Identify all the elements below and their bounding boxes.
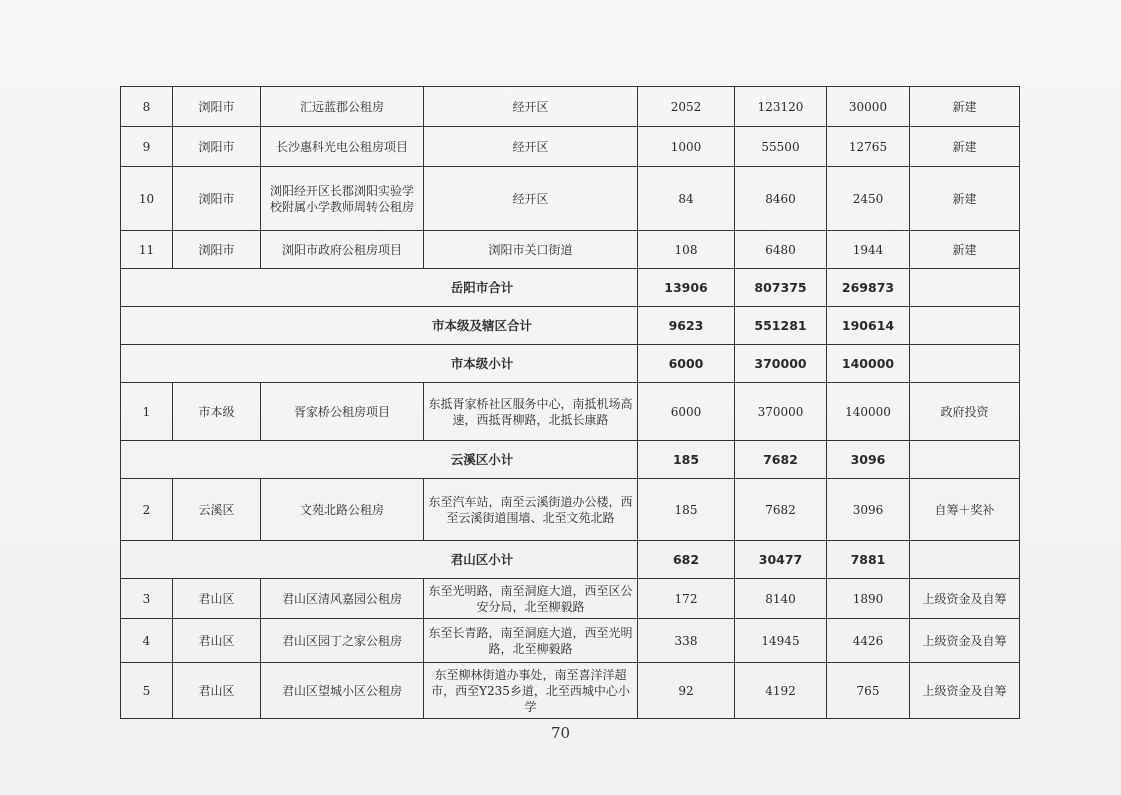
area-cell: 7682 [735, 441, 827, 479]
subtotal-row [121, 441, 1020, 479]
city-cell: 浏阳市 [173, 87, 261, 127]
subtotal-label: 君山区小计 [121, 541, 638, 579]
build-type-cell: 政府投资 [910, 383, 1020, 441]
row-number-cell: 11 [121, 231, 173, 269]
location-cell: 东至柳林街道办事处，南至喜洋洋超市，西至Y235乡道，北至西城中心小学 [424, 663, 638, 719]
subtotal-row [121, 269, 1020, 307]
location-cell: 东至长青路，南至洞庭大道，西至光明路，北至柳毅路 [424, 619, 638, 663]
investment-cell: 3096 [827, 441, 910, 479]
city-cell: 君山区 [173, 663, 261, 719]
project-name-cell: 汇远蓝郡公租房 [261, 87, 424, 127]
subtotal-row [121, 307, 1020, 345]
units-cell: 185 [638, 441, 735, 479]
units-cell: 92 [638, 663, 735, 719]
investment-cell: 269873 [827, 269, 910, 307]
build-type-cell: 新建 [910, 127, 1020, 167]
row-number-cell: 10 [121, 167, 173, 231]
build-type-cell: 自筹＋奖补 [910, 479, 1020, 541]
city-cell: 君山区 [173, 619, 261, 663]
city-cell: 市本级 [173, 383, 261, 441]
investment-cell: 7881 [827, 541, 910, 579]
row-number-cell: 8 [121, 87, 173, 127]
location-cell: 东至汽车站，南至云溪街道办公楼，西至云溪街道围墙、北至文苑北路 [424, 479, 638, 541]
location-cell: 浏阳市关口街道 [424, 231, 638, 269]
subtotal-label: 岳阳市合计 [121, 269, 638, 307]
city-cell: 君山区 [173, 579, 261, 619]
project-name-cell: 君山区园丁之家公租房 [261, 619, 424, 663]
investment-cell: 2450 [827, 167, 910, 231]
build-type-cell: 上级资金及自筹 [910, 663, 1020, 719]
area-cell: 551281 [735, 307, 827, 345]
area-cell: 4192 [735, 663, 827, 719]
subtotal-label: 云溪区小计 [121, 441, 638, 479]
area-cell: 370000 [735, 345, 827, 383]
row-number-cell: 1 [121, 383, 173, 441]
project-name-cell: 长沙惠科光电公租房项目 [261, 127, 424, 167]
area-cell: 55500 [735, 127, 827, 167]
build-type-cell: 新建 [910, 231, 1020, 269]
units-cell: 84 [638, 167, 735, 231]
city-cell: 浏阳市 [173, 127, 261, 167]
units-cell: 338 [638, 619, 735, 663]
investment-cell: 30000 [827, 87, 910, 127]
row-number-cell: 3 [121, 579, 173, 619]
subtotal-label: 市本级小计 [121, 345, 638, 383]
project-name-cell: 君山区望城小区公租房 [261, 663, 424, 719]
city-cell: 浏阳市 [173, 231, 261, 269]
subtotal-row [121, 345, 1020, 383]
table-row [121, 663, 1020, 719]
location-cell: 经开区 [424, 127, 638, 167]
location-cell: 经开区 [424, 87, 638, 127]
area-cell: 7682 [735, 479, 827, 541]
city-cell: 浏阳市 [173, 167, 261, 231]
page-number: 70 [550, 724, 571, 742]
housing-project-table [120, 86, 1020, 719]
empty-cell [910, 269, 1020, 307]
build-type-cell: 上级资金及自筹 [910, 619, 1020, 663]
investment-cell: 1944 [827, 231, 910, 269]
table-row [121, 87, 1020, 127]
area-cell: 14945 [735, 619, 827, 663]
units-cell: 6000 [638, 345, 735, 383]
row-number-cell: 9 [121, 127, 173, 167]
units-cell: 172 [638, 579, 735, 619]
area-cell: 370000 [735, 383, 827, 441]
investment-cell: 190614 [827, 307, 910, 345]
table-row [121, 127, 1020, 167]
build-type-cell: 新建 [910, 167, 1020, 231]
subtotal-label: 市本级及辖区合计 [121, 307, 638, 345]
units-cell: 185 [638, 479, 735, 541]
row-number-cell: 4 [121, 619, 173, 663]
units-cell: 13906 [638, 269, 735, 307]
table-row [121, 231, 1020, 269]
table-row [121, 167, 1020, 231]
investment-cell: 4426 [827, 619, 910, 663]
investment-cell: 765 [827, 663, 910, 719]
project-name-cell: 文苑北路公租房 [261, 479, 424, 541]
area-cell: 30477 [735, 541, 827, 579]
area-cell: 8460 [735, 167, 827, 231]
build-type-cell: 新建 [910, 87, 1020, 127]
units-cell: 682 [638, 541, 735, 579]
area-cell: 6480 [735, 231, 827, 269]
area-cell: 807375 [735, 269, 827, 307]
empty-cell [910, 345, 1020, 383]
location-cell: 东至光明路，南至洞庭大道，西至区公安分局，北至柳毅路 [424, 579, 638, 619]
row-number-cell: 5 [121, 663, 173, 719]
units-cell: 108 [638, 231, 735, 269]
units-cell: 6000 [638, 383, 735, 441]
table-row [121, 383, 1020, 441]
empty-cell [910, 541, 1020, 579]
empty-cell [910, 307, 1020, 345]
area-cell: 8140 [735, 579, 827, 619]
investment-cell: 1890 [827, 579, 910, 619]
subtotal-row [121, 541, 1020, 579]
table-row [121, 479, 1020, 541]
location-cell: 经开区 [424, 167, 638, 231]
investment-cell: 12765 [827, 127, 910, 167]
empty-cell [910, 441, 1020, 479]
investment-cell: 3096 [827, 479, 910, 541]
project-name-cell: 君山区清风嘉园公租房 [261, 579, 424, 619]
location-cell: 东抵胥家桥社区服务中心，南抵机场高速，西抵胥柳路，北抵长康路 [424, 383, 638, 441]
units-cell: 1000 [638, 127, 735, 167]
table-row [121, 619, 1020, 663]
units-cell: 2052 [638, 87, 735, 127]
city-cell: 云溪区 [173, 479, 261, 541]
units-cell: 9623 [638, 307, 735, 345]
project-name-cell: 浏阳经开区长郡浏阳实验学校附属小学教师周转公租房 [261, 167, 424, 231]
table-row [121, 579, 1020, 619]
investment-cell: 140000 [827, 383, 910, 441]
project-name-cell: 浏阳市政府公租房项目 [261, 231, 424, 269]
project-name-cell: 胥家桥公租房项目 [261, 383, 424, 441]
row-number-cell: 2 [121, 479, 173, 541]
build-type-cell: 上级资金及自筹 [910, 579, 1020, 619]
investment-cell: 140000 [827, 345, 910, 383]
area-cell: 123120 [735, 87, 827, 127]
